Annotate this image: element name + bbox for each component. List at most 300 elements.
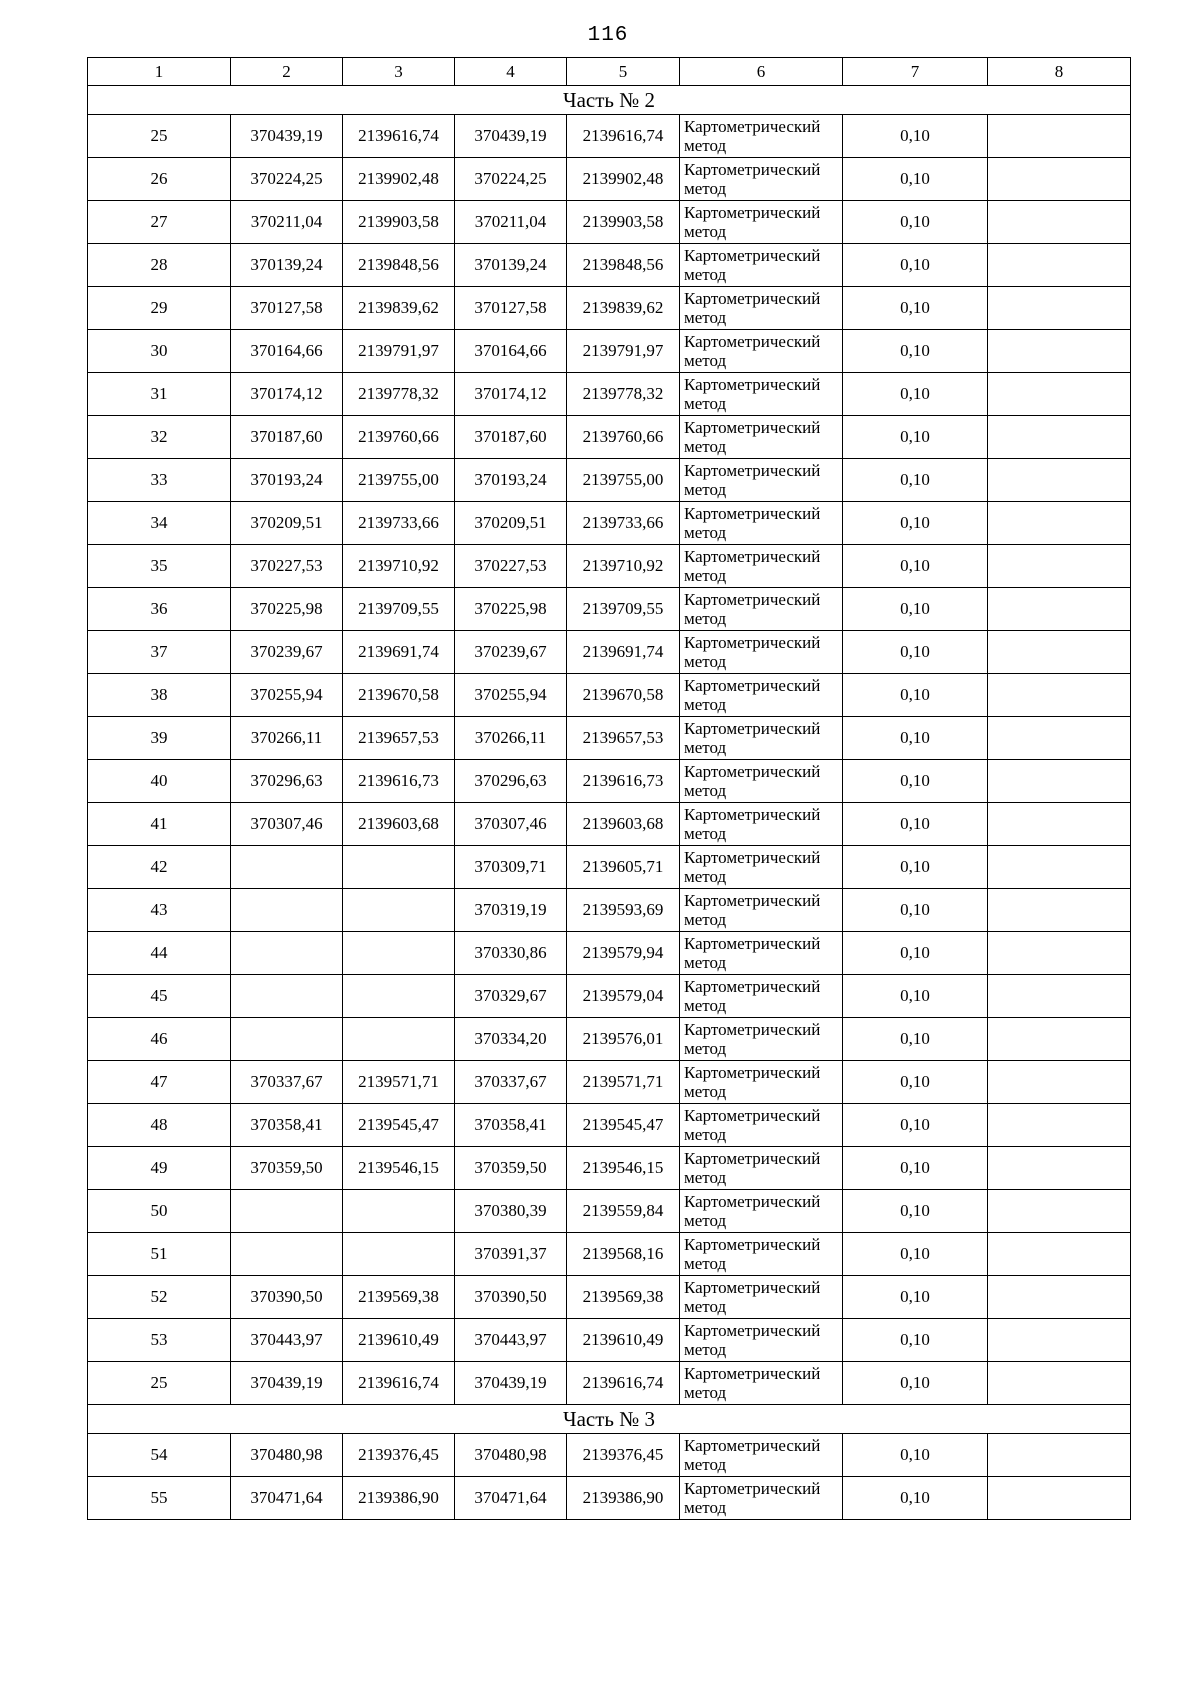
new-x-cell: 370380,39 xyxy=(455,1190,567,1233)
old-y-cell: 2139755,00 xyxy=(343,459,455,502)
table-row xyxy=(88,1362,1131,1405)
method-line-1: Картометрический xyxy=(684,547,821,566)
notes-cell xyxy=(988,1147,1131,1190)
method-line-1: Картометрический xyxy=(684,805,821,824)
accuracy-cell: 0,10 xyxy=(843,975,988,1018)
method-line-1: Картометрический xyxy=(684,1364,821,1383)
method-cell xyxy=(680,1104,843,1147)
accuracy-cell: 0,10 xyxy=(843,1190,988,1233)
method-cell xyxy=(680,1477,843,1520)
old-y-cell: 2139760,66 xyxy=(343,416,455,459)
table-row xyxy=(88,201,1131,244)
accuracy-cell: 0,10 xyxy=(843,846,988,889)
method-cell xyxy=(680,803,843,846)
new-y-cell: 2139691,74 xyxy=(567,631,680,674)
new-y-cell: 2139710,92 xyxy=(567,545,680,588)
new-x-cell: 370329,67 xyxy=(455,975,567,1018)
method-line-2: метод xyxy=(684,695,727,714)
accuracy-cell: 0,10 xyxy=(843,287,988,330)
method-line-1: Картометрический xyxy=(684,1149,821,1168)
method-cell xyxy=(680,846,843,889)
accuracy-cell: 0,10 xyxy=(843,588,988,631)
old-x-cell: 370307,46 xyxy=(231,803,343,846)
new-y-cell: 2139616,73 xyxy=(567,760,680,803)
accuracy-cell: 0,10 xyxy=(843,373,988,416)
accuracy-cell: 0,10 xyxy=(843,631,988,674)
new-y-cell: 2139603,68 xyxy=(567,803,680,846)
column-header: 4 xyxy=(455,58,567,86)
old-y-cell: 2139791,97 xyxy=(343,330,455,373)
method-cell xyxy=(680,201,843,244)
old-x-cell: 370193,24 xyxy=(231,459,343,502)
old-y-cell: 2139710,92 xyxy=(343,545,455,588)
method-cell xyxy=(680,330,843,373)
table-row xyxy=(88,1276,1131,1319)
point-number-cell: 54 xyxy=(88,1434,231,1477)
table-row xyxy=(88,674,1131,717)
old-y-cell: 2139839,62 xyxy=(343,287,455,330)
old-y-cell: 2139603,68 xyxy=(343,803,455,846)
notes-cell xyxy=(988,1018,1131,1061)
point-number-cell: 37 xyxy=(88,631,231,674)
method-cell xyxy=(680,1018,843,1061)
accuracy-cell: 0,10 xyxy=(843,674,988,717)
method-line-2: метод xyxy=(684,351,727,370)
method-line-1: Картометрический xyxy=(684,375,821,394)
header-row xyxy=(88,58,1131,86)
notes-cell xyxy=(988,1190,1131,1233)
point-number-cell: 47 xyxy=(88,1061,231,1104)
table-row xyxy=(88,1434,1131,1477)
method-line-1: Картометрический xyxy=(684,1479,821,1498)
new-y-cell: 2139791,97 xyxy=(567,330,680,373)
old-x-cell: 370227,53 xyxy=(231,545,343,588)
table-row xyxy=(88,588,1131,631)
old-y-cell: 2139903,58 xyxy=(343,201,455,244)
point-number-cell: 36 xyxy=(88,588,231,631)
table-row xyxy=(88,1104,1131,1147)
point-number-cell: 32 xyxy=(88,416,231,459)
old-x-cell: 370255,94 xyxy=(231,674,343,717)
new-x-cell: 370227,53 xyxy=(455,545,567,588)
old-y-cell: 2139657,53 xyxy=(343,717,455,760)
new-y-cell: 2139903,58 xyxy=(567,201,680,244)
table-row xyxy=(88,932,1131,975)
old-x-cell xyxy=(231,1018,343,1061)
column-header: 3 xyxy=(343,58,455,86)
notes-cell xyxy=(988,674,1131,717)
column-header: 2 xyxy=(231,58,343,86)
new-y-cell: 2139616,74 xyxy=(567,115,680,158)
notes-cell xyxy=(988,1319,1131,1362)
method-cell xyxy=(680,1190,843,1233)
old-y-cell: 2139616,73 xyxy=(343,760,455,803)
point-number-cell: 38 xyxy=(88,674,231,717)
new-y-cell: 2139778,32 xyxy=(567,373,680,416)
new-y-cell: 2139616,74 xyxy=(567,1362,680,1405)
table-row xyxy=(88,1233,1131,1276)
accuracy-cell: 0,10 xyxy=(843,1477,988,1520)
old-x-cell: 370337,67 xyxy=(231,1061,343,1104)
method-line-1: Картометрический xyxy=(684,461,821,480)
notes-cell xyxy=(988,1434,1131,1477)
new-x-cell: 370139,24 xyxy=(455,244,567,287)
accuracy-cell: 0,10 xyxy=(843,1233,988,1276)
point-number-cell: 51 xyxy=(88,1233,231,1276)
table-row xyxy=(88,889,1131,932)
point-number-cell: 29 xyxy=(88,287,231,330)
table-row xyxy=(88,416,1131,459)
method-cell xyxy=(680,158,843,201)
column-header: 8 xyxy=(988,58,1131,86)
old-x-cell xyxy=(231,975,343,1018)
notes-cell xyxy=(988,287,1131,330)
old-y-cell xyxy=(343,846,455,889)
old-y-cell: 2139616,74 xyxy=(343,115,455,158)
method-line-2: метод xyxy=(684,566,727,585)
new-y-cell: 2139755,00 xyxy=(567,459,680,502)
new-x-cell: 370296,63 xyxy=(455,760,567,803)
method-line-2: метод xyxy=(684,480,727,499)
point-number-cell: 43 xyxy=(88,889,231,932)
method-line-1: Картометрический xyxy=(684,1278,821,1297)
accuracy-cell: 0,10 xyxy=(843,1276,988,1319)
method-line-2: метод xyxy=(684,1254,727,1273)
new-y-cell: 2139546,15 xyxy=(567,1147,680,1190)
notes-cell xyxy=(988,115,1131,158)
new-y-cell: 2139545,47 xyxy=(567,1104,680,1147)
old-y-cell xyxy=(343,1233,455,1276)
table-row xyxy=(88,846,1131,889)
old-x-cell: 370211,04 xyxy=(231,201,343,244)
old-y-cell: 2139778,32 xyxy=(343,373,455,416)
new-x-cell: 370319,19 xyxy=(455,889,567,932)
new-x-cell: 370193,24 xyxy=(455,459,567,502)
table-row xyxy=(88,459,1131,502)
notes-cell xyxy=(988,975,1131,1018)
old-x-cell: 370390,50 xyxy=(231,1276,343,1319)
new-y-cell: 2139839,62 xyxy=(567,287,680,330)
accuracy-cell: 0,10 xyxy=(843,1362,988,1405)
table-row xyxy=(88,244,1131,287)
table-body xyxy=(88,58,1131,1520)
method-cell xyxy=(680,416,843,459)
old-x-cell: 370174,12 xyxy=(231,373,343,416)
old-x-cell: 370187,60 xyxy=(231,416,343,459)
new-x-cell: 370471,64 xyxy=(455,1477,567,1520)
method-cell xyxy=(680,373,843,416)
method-line-2: метод xyxy=(684,1039,727,1058)
accuracy-cell: 0,10 xyxy=(843,1434,988,1477)
point-number-cell: 39 xyxy=(88,717,231,760)
table-row xyxy=(88,502,1131,545)
section-title: Часть № 2 xyxy=(88,86,1131,115)
new-x-cell: 370334,20 xyxy=(455,1018,567,1061)
point-number-cell: 35 xyxy=(88,545,231,588)
section-header-row xyxy=(88,86,1131,115)
old-x-cell: 370127,58 xyxy=(231,287,343,330)
notes-cell xyxy=(988,416,1131,459)
new-y-cell: 2139593,69 xyxy=(567,889,680,932)
old-y-cell: 2139616,74 xyxy=(343,1362,455,1405)
method-line-1: Картометрический xyxy=(684,203,821,222)
table-row xyxy=(88,545,1131,588)
accuracy-cell: 0,10 xyxy=(843,1018,988,1061)
old-y-cell: 2139733,66 xyxy=(343,502,455,545)
new-x-cell: 370211,04 xyxy=(455,201,567,244)
notes-cell xyxy=(988,631,1131,674)
method-line-2: метод xyxy=(684,1211,727,1230)
old-y-cell: 2139545,47 xyxy=(343,1104,455,1147)
new-y-cell: 2139733,66 xyxy=(567,502,680,545)
method-cell xyxy=(680,932,843,975)
point-number-cell: 31 xyxy=(88,373,231,416)
method-line-2: метод xyxy=(684,738,727,757)
method-line-1: Картометрический xyxy=(684,719,821,738)
method-line-1: Картометрический xyxy=(684,676,821,695)
table-row xyxy=(88,1147,1131,1190)
old-x-cell: 370296,63 xyxy=(231,760,343,803)
method-cell xyxy=(680,459,843,502)
method-line-1: Картометрический xyxy=(684,418,821,437)
table-row xyxy=(88,373,1131,416)
method-cell xyxy=(680,502,843,545)
table-row xyxy=(88,287,1131,330)
new-y-cell: 2139760,66 xyxy=(567,416,680,459)
old-x-cell: 370266,11 xyxy=(231,717,343,760)
old-x-cell xyxy=(231,932,343,975)
new-y-cell: 2139559,84 xyxy=(567,1190,680,1233)
new-y-cell: 2139709,55 xyxy=(567,588,680,631)
method-line-1: Картометрический xyxy=(684,1020,821,1039)
point-number-cell: 46 xyxy=(88,1018,231,1061)
table-row xyxy=(88,975,1131,1018)
table-row xyxy=(88,158,1131,201)
point-number-cell: 52 xyxy=(88,1276,231,1319)
accuracy-cell: 0,10 xyxy=(843,1147,988,1190)
method-line-2: метод xyxy=(684,179,727,198)
table-row xyxy=(88,803,1131,846)
table-row xyxy=(88,717,1131,760)
method-line-1: Картометрический xyxy=(684,977,821,996)
method-cell xyxy=(680,889,843,932)
old-x-cell xyxy=(231,1190,343,1233)
new-x-cell: 370127,58 xyxy=(455,287,567,330)
new-x-cell: 370174,12 xyxy=(455,373,567,416)
point-number-cell: 44 xyxy=(88,932,231,975)
method-cell xyxy=(680,631,843,674)
point-number-cell: 33 xyxy=(88,459,231,502)
point-number-cell: 55 xyxy=(88,1477,231,1520)
new-y-cell: 2139568,16 xyxy=(567,1233,680,1276)
method-line-1: Картометрический xyxy=(684,289,821,308)
new-x-cell: 370309,71 xyxy=(455,846,567,889)
method-line-1: Картометрический xyxy=(684,1321,821,1340)
new-y-cell: 2139579,04 xyxy=(567,975,680,1018)
point-number-cell: 50 xyxy=(88,1190,231,1233)
new-y-cell: 2139848,56 xyxy=(567,244,680,287)
method-cell xyxy=(680,1233,843,1276)
notes-cell xyxy=(988,717,1131,760)
method-line-2: метод xyxy=(684,996,727,1015)
accuracy-cell: 0,10 xyxy=(843,244,988,287)
new-x-cell: 370266,11 xyxy=(455,717,567,760)
method-line-2: метод xyxy=(684,1498,727,1517)
new-x-cell: 370330,86 xyxy=(455,932,567,975)
old-x-cell xyxy=(231,889,343,932)
old-x-cell: 370439,19 xyxy=(231,1362,343,1405)
new-y-cell: 2139569,38 xyxy=(567,1276,680,1319)
old-x-cell: 370209,51 xyxy=(231,502,343,545)
old-x-cell: 370139,24 xyxy=(231,244,343,287)
method-line-1: Картометрический xyxy=(684,891,821,910)
method-cell xyxy=(680,1276,843,1319)
column-header: 1 xyxy=(88,58,231,86)
method-line-2: метод xyxy=(684,1383,727,1402)
point-number-cell: 28 xyxy=(88,244,231,287)
method-cell xyxy=(680,244,843,287)
accuracy-cell: 0,10 xyxy=(843,545,988,588)
old-y-cell: 2139376,45 xyxy=(343,1434,455,1477)
method-cell xyxy=(680,975,843,1018)
old-y-cell xyxy=(343,1018,455,1061)
accuracy-cell: 0,10 xyxy=(843,459,988,502)
point-number-cell: 49 xyxy=(88,1147,231,1190)
new-y-cell: 2139376,45 xyxy=(567,1434,680,1477)
old-x-cell: 370443,97 xyxy=(231,1319,343,1362)
method-line-2: метод xyxy=(684,1082,727,1101)
table-row xyxy=(88,330,1131,373)
old-y-cell: 2139569,38 xyxy=(343,1276,455,1319)
accuracy-cell: 0,10 xyxy=(843,760,988,803)
new-x-cell: 370209,51 xyxy=(455,502,567,545)
method-line-2: метод xyxy=(684,953,727,972)
method-line-2: метод xyxy=(684,136,727,155)
point-number-cell: 27 xyxy=(88,201,231,244)
method-line-2: метод xyxy=(684,781,727,800)
new-y-cell: 2139670,58 xyxy=(567,674,680,717)
method-cell xyxy=(680,760,843,803)
method-line-1: Картометрический xyxy=(684,1436,821,1455)
new-x-cell: 370443,97 xyxy=(455,1319,567,1362)
accuracy-cell: 0,10 xyxy=(843,330,988,373)
notes-cell xyxy=(988,889,1131,932)
notes-cell xyxy=(988,588,1131,631)
method-line-2: метод xyxy=(684,308,727,327)
old-x-cell: 370225,98 xyxy=(231,588,343,631)
method-cell xyxy=(680,1061,843,1104)
new-y-cell: 2139386,90 xyxy=(567,1477,680,1520)
old-y-cell: 2139571,71 xyxy=(343,1061,455,1104)
method-line-1: Картометрический xyxy=(684,160,821,179)
notes-cell xyxy=(988,760,1131,803)
method-line-2: метод xyxy=(684,824,727,843)
column-header: 5 xyxy=(567,58,680,86)
method-line-2: метод xyxy=(684,394,727,413)
section-title: Часть № 3 xyxy=(88,1405,1131,1434)
accuracy-cell: 0,10 xyxy=(843,115,988,158)
method-line-2: метод xyxy=(684,523,727,542)
method-line-1: Картометрический xyxy=(684,1063,821,1082)
page-number: 116 xyxy=(587,24,629,47)
table-row xyxy=(88,1018,1131,1061)
new-x-cell: 370439,19 xyxy=(455,1362,567,1405)
method-cell xyxy=(680,588,843,631)
accuracy-cell: 0,10 xyxy=(843,889,988,932)
column-header: 6 xyxy=(680,58,843,86)
notes-cell xyxy=(988,502,1131,545)
accuracy-cell: 0,10 xyxy=(843,201,988,244)
column-header: 7 xyxy=(843,58,988,86)
new-x-cell: 370239,67 xyxy=(455,631,567,674)
method-line-2: метод xyxy=(684,437,727,456)
new-x-cell: 370337,67 xyxy=(455,1061,567,1104)
accuracy-cell: 0,10 xyxy=(843,502,988,545)
new-x-cell: 370439,19 xyxy=(455,115,567,158)
table-row xyxy=(88,760,1131,803)
method-line-1: Картометрический xyxy=(684,117,821,136)
method-line-1: Картометрический xyxy=(684,934,821,953)
new-x-cell: 370358,41 xyxy=(455,1104,567,1147)
old-y-cell: 2139848,56 xyxy=(343,244,455,287)
method-line-2: метод xyxy=(684,1297,727,1316)
new-x-cell: 370187,60 xyxy=(455,416,567,459)
table-row xyxy=(88,1061,1131,1104)
old-x-cell xyxy=(231,1233,343,1276)
method-cell xyxy=(680,115,843,158)
old-x-cell: 370471,64 xyxy=(231,1477,343,1520)
point-number-cell: 26 xyxy=(88,158,231,201)
notes-cell xyxy=(988,244,1131,287)
notes-cell xyxy=(988,330,1131,373)
notes-cell xyxy=(988,1104,1131,1147)
new-x-cell: 370255,94 xyxy=(455,674,567,717)
accuracy-cell: 0,10 xyxy=(843,158,988,201)
method-line-1: Картометрический xyxy=(684,848,821,867)
point-number-cell: 34 xyxy=(88,502,231,545)
notes-cell xyxy=(988,201,1131,244)
accuracy-cell: 0,10 xyxy=(843,1319,988,1362)
method-line-2: метод xyxy=(684,1125,727,1144)
old-x-cell xyxy=(231,846,343,889)
old-x-cell: 370359,50 xyxy=(231,1147,343,1190)
point-number-cell: 30 xyxy=(88,330,231,373)
old-y-cell xyxy=(343,1190,455,1233)
point-number-cell: 42 xyxy=(88,846,231,889)
new-y-cell: 2139610,49 xyxy=(567,1319,680,1362)
method-cell xyxy=(680,1434,843,1477)
method-line-1: Картометрический xyxy=(684,762,821,781)
method-line-1: Картометрический xyxy=(684,504,821,523)
method-line-2: метод xyxy=(684,265,727,284)
new-x-cell: 370307,46 xyxy=(455,803,567,846)
old-y-cell xyxy=(343,889,455,932)
accuracy-cell: 0,10 xyxy=(843,1104,988,1147)
old-x-cell: 370358,41 xyxy=(231,1104,343,1147)
old-x-cell: 370224,25 xyxy=(231,158,343,201)
table-row xyxy=(88,1477,1131,1520)
coordinates-table xyxy=(87,57,1131,1520)
notes-cell xyxy=(988,373,1131,416)
old-y-cell: 2139670,58 xyxy=(343,674,455,717)
method-line-2: метод xyxy=(684,867,727,886)
method-line-2: метод xyxy=(684,222,727,241)
accuracy-cell: 0,10 xyxy=(843,416,988,459)
method-line-2: метод xyxy=(684,1168,727,1187)
old-y-cell: 2139691,74 xyxy=(343,631,455,674)
notes-cell xyxy=(988,1233,1131,1276)
new-y-cell: 2139902,48 xyxy=(567,158,680,201)
